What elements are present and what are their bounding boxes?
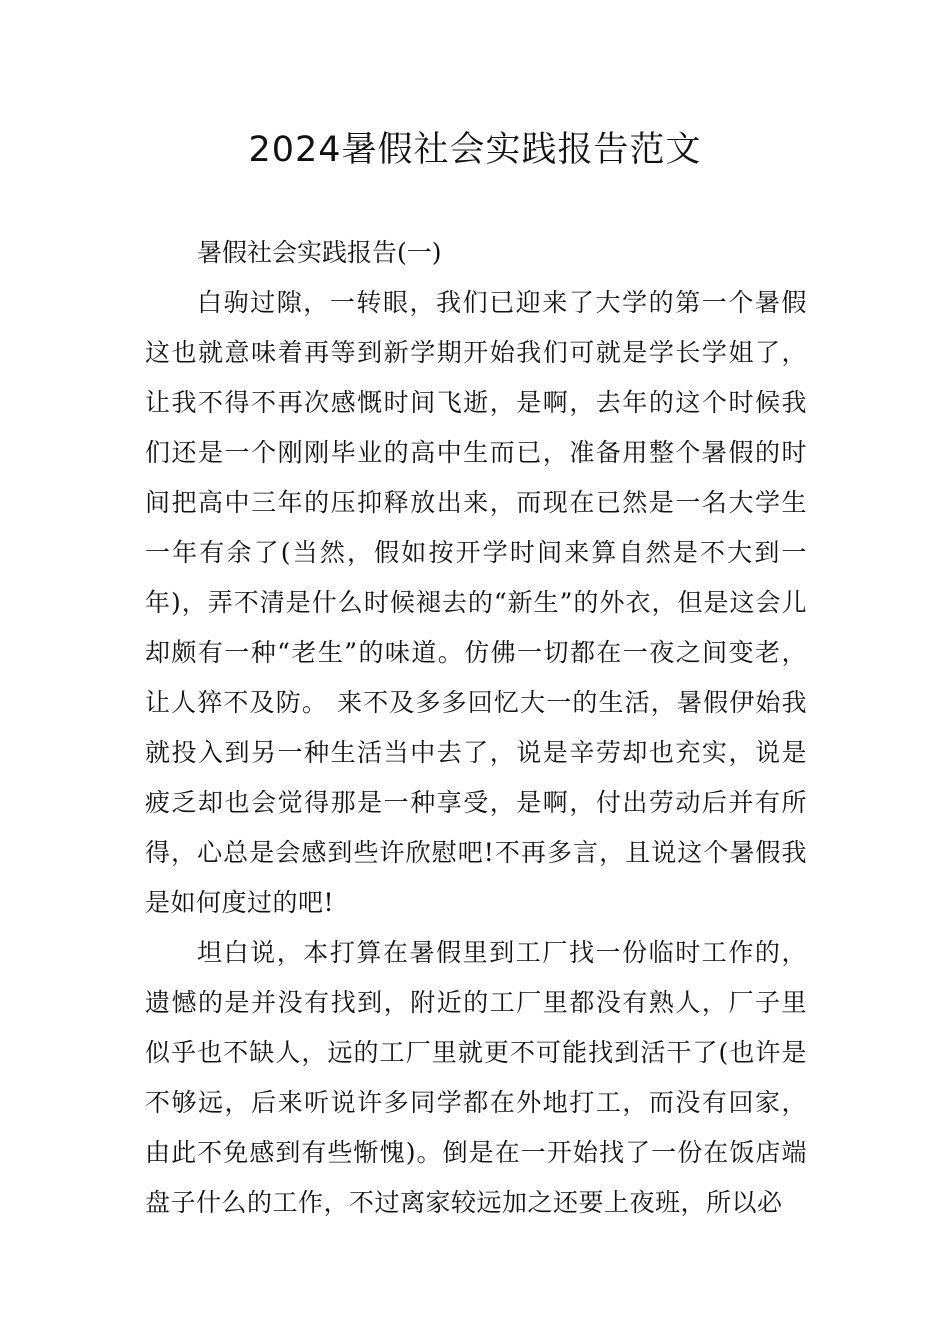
section-subheading: 暑假社会实践报告(一): [197, 238, 442, 267]
paragraph-1: 白驹过隙，一转眼，我们已迎来了大学的第一个暑假这也就意味着再等到新学期开始我们可就是学长学姐了，让我不得不再次感慨时间飞逝，是啊，去年的这个时候我们还是一个刚刚毕业的高中生而已，准备用整个暑假的时间把高中三年的压抑释放出来，而现在已然是一名大学生一年有余了(当然，假如按开学时间来算自然是不大到一年)，弄不清是什么时候褪去的“新生”的外衣，但是这会儿却颇有一种“老生”的味道。仿佛一切都在一夜之间变老，让人猝不及防。 来不及多多回忆大一的生活，暑假伊始我就投入到另一种生活当中去了，说是辛劳却也充实，说是疲乏却也会觉得那是一种享受，是啊，付出劳动后并有所得，心总是会感到些许欣慰吧!不再多言，且说这个暑假我是如何度过的吧!: [145, 288, 807, 917]
document-body: [145, 228, 807, 1228]
document-title: 2024暑假社会实践报告范文: [248, 130, 702, 170]
paragraph-2: 坦白说，本打算在暑假里到工厂找一份临时工作的，遗憾的是并没有找到，附近的工厂里都没有熟人，厂子里似乎也不缺人，远的工厂里就更不可能找到活干了(也许是不够远，后来听说许多同学都在外地打工，而没有回家，由此不免感到有些惭愧)。倒是在一开始找了一份在饭店端盘子什么的工作，不过离家较远加之还要上夜班，所以必: [145, 938, 807, 1217]
